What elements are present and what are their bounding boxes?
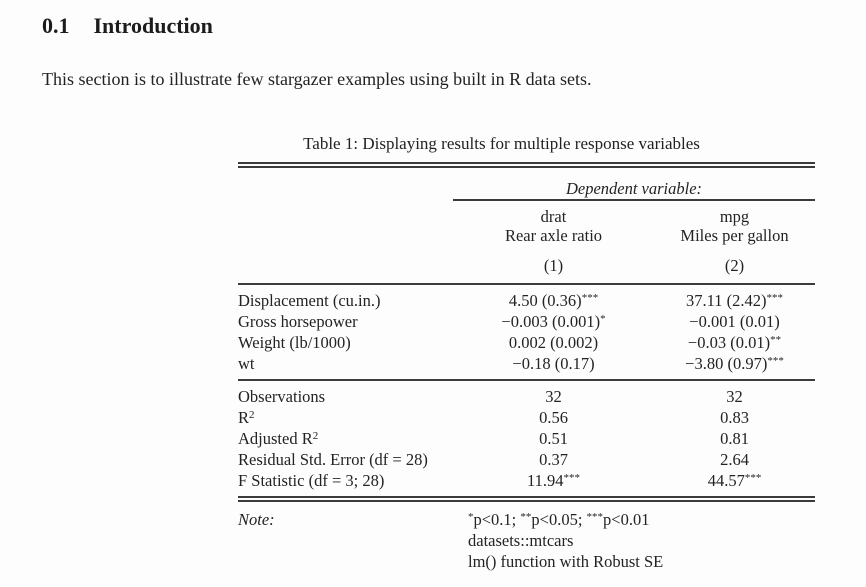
coefficient-value [654, 353, 815, 380]
column-2-description: Miles per gallon [680, 226, 789, 245]
dependent-variable-label: Dependent variable: [453, 165, 815, 200]
estimate: 4.50 (0.36) [508, 291, 582, 310]
table-header [238, 165, 815, 284]
significance-text: p<0.1; [473, 510, 521, 529]
column-2-model-number: (2) [654, 245, 815, 284]
significance-stars: * [468, 511, 474, 523]
spacer-cell [238, 200, 453, 245]
estimate: −0.003 (0.001) [501, 312, 601, 331]
significance-stars: *** [767, 355, 784, 367]
column-2-header [654, 200, 815, 245]
value: 44.57 [707, 471, 745, 490]
coefficient-value [654, 332, 815, 353]
value: 0.51 [539, 429, 568, 448]
regression-table [238, 162, 815, 572]
column-1-description: Rear axle ratio [504, 226, 603, 245]
table-caption: Table 1: Displaying results for multiple response variables [303, 134, 700, 153]
statistics-section [238, 380, 815, 499]
column-2-variable: mpg [719, 207, 750, 226]
estimate: 37.11 (2.42) [685, 291, 767, 310]
statistic-label [238, 449, 453, 470]
column-1-model-number: (1) [453, 245, 654, 284]
coefficient-row [238, 284, 815, 311]
spacer-cell [238, 165, 453, 200]
significance-stars: *** [586, 511, 604, 523]
estimate: −0.18 (0.17) [512, 354, 595, 373]
statistic-value [654, 428, 815, 449]
intro-paragraph: This section is to illustrate few stargazer examples using built in R data sets. [42, 69, 592, 89]
significance-stars: *** [766, 292, 783, 304]
statistic-label-superscript: 2 [249, 409, 255, 421]
column-1-header [453, 200, 654, 245]
variable-names-row [238, 200, 815, 245]
significance-text: p<0.01 [603, 510, 650, 529]
note-label: Note: [238, 510, 275, 529]
note-dataset: datasets::mtcars [468, 531, 574, 550]
coefficient-row [238, 332, 815, 353]
value: 11.94 [526, 471, 564, 490]
model-numbers-row [238, 245, 815, 284]
coefficient-value [654, 311, 815, 332]
coefficient-row [238, 311, 815, 332]
statistic-label [238, 428, 453, 449]
coefficient-label: Gross horsepower [238, 312, 358, 331]
significance-stars: *** [744, 472, 762, 484]
statistic-label-text: Residual Std. Error (df = 28) [238, 450, 428, 469]
estimate: −0.001 (0.01) [689, 312, 780, 331]
statistic-row [238, 407, 815, 428]
coefficient-value [453, 332, 654, 353]
statistic-row [238, 428, 815, 449]
significance-stars: ** [770, 334, 782, 346]
statistic-label-text: Adjusted R [238, 429, 313, 448]
statistic-value [654, 380, 815, 407]
coefficient-value [453, 284, 654, 311]
value: 32 [545, 387, 562, 406]
estimate: −3.80 (0.97) [685, 354, 768, 373]
statistic-row [238, 380, 815, 407]
note-content [453, 499, 815, 572]
significance-text: p<0.05; [531, 510, 587, 529]
section-heading [0, 0, 866, 39]
column-1-variable: drat [540, 207, 567, 226]
statistic-row [238, 470, 815, 499]
statistic-value [654, 449, 815, 470]
statistic-value [453, 470, 654, 499]
note-section [238, 499, 815, 572]
note-row [238, 499, 815, 572]
spacer-cell [238, 245, 453, 284]
statistic-label-text: Observations [238, 387, 326, 406]
statistic-label-text: R [238, 408, 250, 427]
statistic-label [238, 470, 453, 499]
note-method: lm() function with Robust SE [468, 552, 664, 571]
statistic-value [453, 428, 654, 449]
estimate: −0.03 (0.01) [687, 333, 771, 352]
coefficients-section [238, 284, 815, 380]
note-significance-legend [468, 509, 815, 530]
value: 32 [726, 387, 743, 406]
significance-stars: ** [520, 511, 532, 523]
dependent-variable-row [238, 165, 815, 200]
statistic-value [453, 449, 654, 470]
coefficient-value [654, 284, 815, 311]
value: 0.37 [539, 450, 568, 469]
value: 2.64 [720, 450, 749, 469]
statistic-label [238, 407, 453, 428]
value: 0.81 [720, 429, 749, 448]
coefficient-label: Displacement (cu.in.) [238, 291, 381, 310]
coefficient-label: Weight (lb/1000) [238, 333, 351, 352]
section-number: 0.1 [42, 13, 70, 38]
coefficient-value [453, 311, 654, 332]
significance-stars: *** [563, 472, 580, 484]
section-title: Introduction [93, 13, 213, 38]
statistic-value [654, 470, 815, 499]
value: 0.83 [720, 408, 749, 427]
coefficient-label: wt [238, 353, 453, 380]
statistic-value [654, 407, 815, 428]
value: 0.56 [539, 408, 568, 427]
coefficient-value [453, 353, 654, 380]
coefficient-row [238, 353, 815, 380]
statistic-row [238, 449, 815, 470]
significance-stars: *** [581, 292, 599, 304]
statistic-value [453, 380, 654, 407]
statistic-value [453, 407, 654, 428]
estimate: 0.002 (0.002) [508, 333, 599, 352]
statistic-label-text: F Statistic (df = 3; 28) [238, 471, 385, 490]
statistic-label-superscript: 2 [312, 430, 319, 442]
significance-stars: * [600, 313, 606, 325]
results-table-block [238, 133, 815, 572]
statistic-label [238, 380, 453, 407]
